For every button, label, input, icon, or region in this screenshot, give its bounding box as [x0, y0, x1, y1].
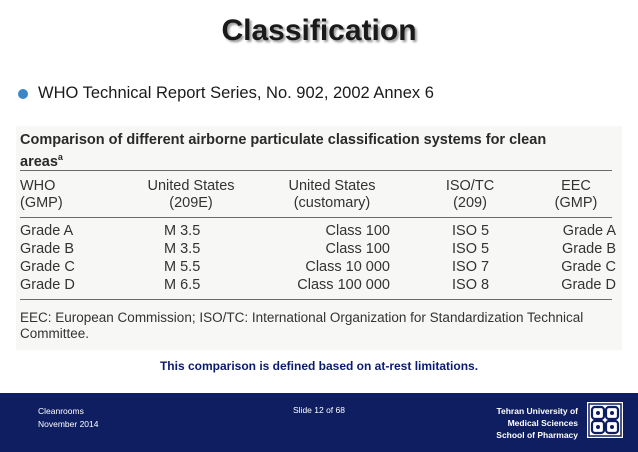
bullet-dot-icon: [18, 89, 28, 99]
table-cell: ISO 5: [452, 241, 490, 257]
table-cell: Grade C: [20, 259, 75, 275]
table-cell: Class 10 000: [305, 259, 390, 275]
bullet-item: [14, 84, 434, 103]
header-eec: EEC (GMP): [554, 178, 598, 211]
header-us-customary: United States (customary): [288, 178, 376, 211]
slide-number: Slide 12 of 68: [293, 405, 345, 415]
table-cell: Grade D: [20, 277, 75, 293]
table-title: [20, 132, 610, 171]
comparison-note: This comparison is defined based on at-rest limitations.: [159, 359, 479, 373]
table-cell: M 6.5: [164, 277, 201, 293]
table-cell: Grade A: [562, 223, 616, 239]
table-title-footnote-mark: a: [57, 152, 63, 162]
footer-institution: Tehran University of Medical Sciences School of Pharmacy: [496, 406, 578, 440]
table-footnote: EEC: European Commission; ISO/TC: International Organization for Standardization Technical Committee.: [20, 310, 584, 341]
header-iso-tc: ISO/TC (209): [445, 178, 495, 211]
table-cell: ISO 5: [452, 223, 490, 239]
table-cell: ISO 8: [452, 277, 490, 293]
header-who: WHO (GMP): [20, 178, 63, 211]
table-cell: ISO 7: [452, 259, 490, 275]
table-rule-bottom: [20, 299, 612, 300]
bullet-text: WHO Technical Report Series, No. 902, 2002 Annex 6: [38, 84, 434, 102]
table-cell: M 3.5: [164, 241, 201, 257]
table-cell: Grade B: [562, 241, 616, 257]
classification-table-image: [16, 126, 622, 350]
table-cell: Grade A: [20, 223, 74, 239]
table-title-line2: areas: [20, 153, 58, 170]
table-cell: M 3.5: [164, 223, 201, 239]
table-cell: Grade C: [561, 259, 616, 275]
table-cell: Class 100: [325, 223, 390, 239]
table-rule-top: [20, 170, 612, 171]
table-rule-header: [20, 217, 612, 218]
slide-title: Classification: [221, 14, 417, 47]
table-cell: Class 100 000: [297, 277, 390, 293]
table-cell: Class 100: [325, 241, 390, 257]
header-us-209e: United States (209E): [147, 178, 235, 211]
table-cell: Grade B: [20, 241, 74, 257]
footer-bar: [0, 393, 638, 452]
table-cell: Grade D: [561, 277, 616, 293]
table-title-line1: Comparison of different airborne particulate classification systems for clean: [20, 132, 547, 148]
footer-course-info: Cleanrooms November 2014: [38, 406, 99, 429]
university-emblem-icon: [587, 402, 623, 438]
table-cell: M 5.5: [164, 259, 201, 275]
